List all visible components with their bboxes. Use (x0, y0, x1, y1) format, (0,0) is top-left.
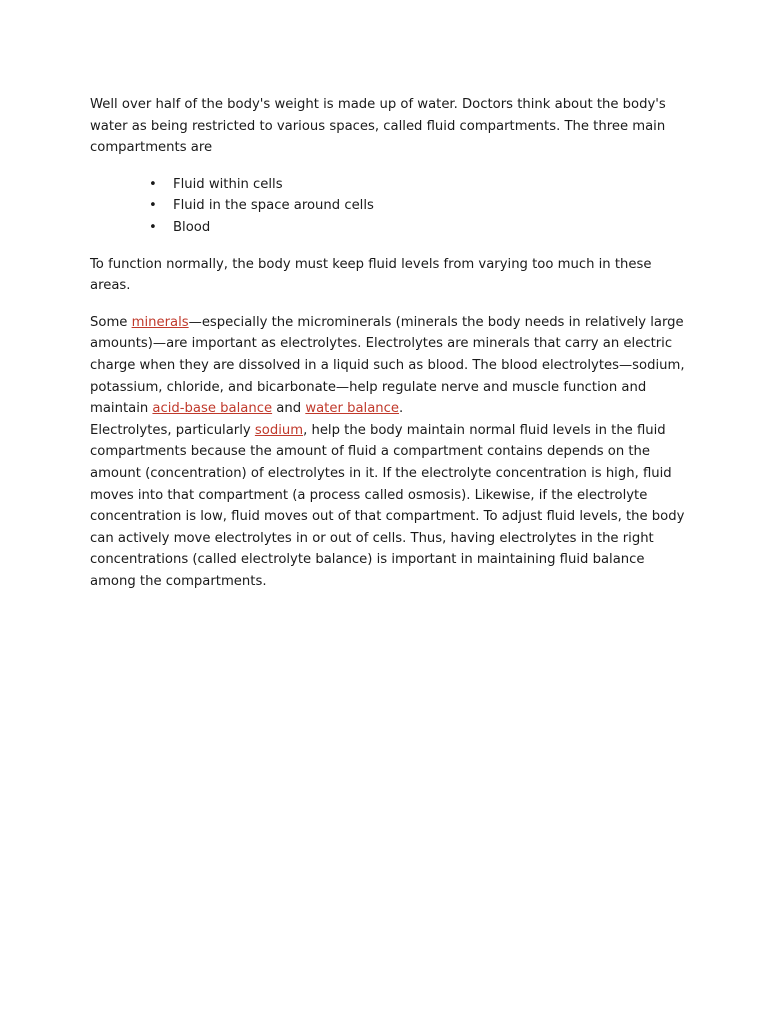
intro-paragraph: Well over half of the body's weight is made up of water. Doctors think about the body's water as being restricted to various spaces, called fluid compartments. The three main compartments are (90, 97, 666, 156)
list-item (90, 174, 690, 196)
text-run: and (272, 401, 306, 417)
bullet-icon: • (149, 198, 157, 214)
acid-base-balance-link[interactable]: acid-base balance (152, 401, 273, 417)
list-item-text: Fluid in the space around cells (173, 198, 374, 214)
bullet-icon: • (149, 176, 157, 192)
electrolytes-paragraph (90, 312, 690, 593)
list-item-text: Fluid within cells (173, 176, 283, 192)
spacer (90, 297, 690, 312)
water-balance-link[interactable]: water balance (305, 401, 399, 417)
list-item (90, 195, 690, 217)
fluid-levels-paragraph: To function normally, the body must keep fluid levels from varying too much in these areas. (90, 256, 652, 294)
text-run: Electrolytes, particularly (90, 422, 255, 438)
minerals-link[interactable]: minerals (131, 314, 189, 330)
document-body (90, 94, 690, 592)
sodium-link[interactable]: sodium (254, 422, 304, 438)
list-item (90, 217, 690, 239)
text-run: . (399, 401, 404, 417)
text-run: Some (90, 314, 132, 330)
compartments-list (90, 174, 690, 239)
spacer (90, 239, 690, 254)
spacer (90, 159, 690, 174)
bullet-icon: • (149, 219, 157, 235)
text-run: , help the body maintain normal fluid levels in the fluid compartments because the amount of fluid a compartment contains depends on the amount (concentration) of electrolytes in it. If the electrolyte concentration is high, fluid moves into that compartment (a process called osmosis). Likewise, if the electrolyte concentration is low, fluid moves out of that compartment. To adjust fluid levels, the body can actively move electrolytes in or out of cells. Thus, having electrolytes in the right concentrations (called electrolyte balance) is important in maintaining fluid balance among the compartments. (90, 422, 685, 589)
list-item-text: Blood (173, 219, 211, 235)
text-run: —especially the microminerals (minerals the body needs in relatively large amounts)—are important as electrolytes. Electrolytes are minerals that carry an electric charge when they are dissolved in a liquid such as blood. The blood electrolytes—sodium, potassium, chloride, and bicarbonate—help regulate nerve and muscle function and maintain (90, 314, 685, 417)
